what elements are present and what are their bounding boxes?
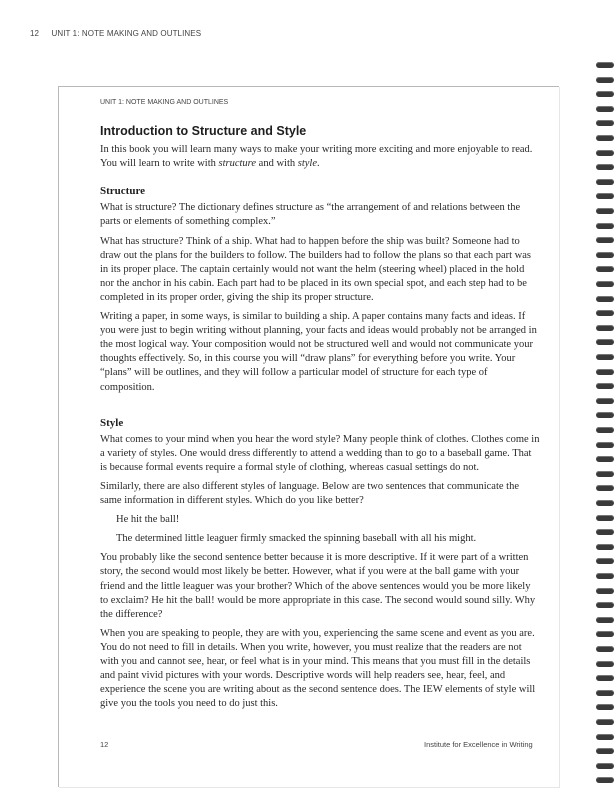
spiral-coil	[596, 179, 614, 185]
spiral-coil	[596, 208, 614, 214]
spiral-coil	[596, 164, 614, 170]
example-sentence-2: The determined little leaguer firmly smacked the spinning baseball with all his might.	[116, 533, 477, 545]
spiral-coil	[596, 325, 614, 331]
example-sentence-1: He hit the ball!	[116, 514, 180, 526]
spiral-coil	[596, 515, 614, 521]
outer-running-header	[30, 29, 201, 38]
spiral-coil	[596, 500, 614, 506]
structure-paragraph-2: What has structure? Think of a ship. What had to happen before the ship was built? Someone had to draw out the plans for the builders to follow. The builders had to follow the plans so that each part was in its proper place. The captain certainly would not want the helm (steering wheel) placed in the hold nor the anchor in his cabin. Each part had to be placed in its own special spot, and each step had to be completed in its proper order, giving the ship its proper structure.	[100, 235, 531, 303]
spiral-coil	[596, 763, 614, 769]
spiral-coil	[596, 573, 614, 579]
spiral-coil	[596, 252, 614, 258]
style-paragraph-4: When you are speaking to people, they are with you, experiencing the same scene and event as you are. You do not need to fill in details. When you write, however, you must realize that the readers are not with you and cannot see, hear, or feel what is in your mind. This means that you must fill in the details and paint vivid pictures with your words. Descriptive words will help readers see, hear, feel, and experience the scene you are writing about as the second sentence does. The IEW elements of style will give you the tools you need to do just this.	[100, 627, 536, 710]
spiral-coil	[596, 412, 614, 418]
spiral-coil	[596, 442, 614, 448]
spiral-coil	[596, 661, 614, 667]
spiral-coil	[596, 456, 614, 462]
structure-paragraph-1: What is structure? The dictionary defines structure as “the arrangement of and relations between the parts or elements of something complex.”	[100, 202, 521, 228]
spiral-coil	[596, 398, 614, 404]
intro-paragraph	[100, 143, 540, 171]
spiral-coil	[596, 266, 614, 272]
intro-text-before: In this book you will learn many ways to make your writing more exciting and more enjoyable to read. You will learn to write with	[100, 144, 533, 170]
footer-publisher: Institute for Excellence in Writing	[424, 740, 533, 749]
spiral-coil	[596, 588, 614, 594]
page-title: Introduction to Structure and Style	[100, 124, 307, 138]
spiral-coil	[596, 529, 614, 535]
outer-page-number: 12	[30, 29, 40, 38]
spiral-coil	[596, 427, 614, 433]
spiral-coil	[596, 150, 614, 156]
spiral-coil	[596, 734, 614, 740]
footer-page-number: 12	[100, 740, 109, 749]
style-paragraph-1: What comes to your mind when you hear the word style? Many people think of clothes. Clothes come in a variety of styles. One would dress differently to attend a wedding than to go to a baseball game. That is because formal events require a formal style of clothing, whereas casual settings do not.	[100, 433, 540, 473]
spiral-coil	[596, 77, 614, 83]
spiral-coil	[596, 120, 614, 126]
spiral-coil	[596, 281, 614, 287]
spiral-coil	[596, 135, 614, 141]
intro-em-style: style	[297, 158, 317, 170]
spiral-coil	[596, 777, 614, 783]
spiral-coil	[596, 193, 614, 199]
spiral-coil	[596, 310, 614, 316]
spiral-coil	[596, 237, 614, 243]
intro-em-structure: structure	[218, 158, 257, 170]
spiral-coil	[596, 106, 614, 112]
structure-paragraph-3: Writing a paper, in some ways, is similar to building a ship. A paper contains many facts and ideas. If you were just to begin writing without planning, your facts and ideas would probably not be arranged in the most logical way. Your composition would not be structured well and would not communicate your thoughts effectively. So, in this course you will “draw plans” for everything before you write. Your “plans” will be outlines, and they will follow a particular model of structure for each type of composition.	[100, 311, 537, 393]
spiral-coil	[596, 339, 614, 345]
spiral-coil	[596, 471, 614, 477]
intro-text-mid: and with	[256, 158, 298, 170]
spiral-coil	[596, 617, 614, 623]
style-paragraph-3: You probably like the second sentence better because it is more descriptive. If it were part of a written story, the second would most likely be better. However, what if you were at the ball game with your friend and the little leaguer was your brother? Which of the above sentences would you be more likely to exclaim? He hit the ball! would be more appropriate in this case. The second would sound silly. Why the difference?	[100, 552, 536, 620]
spiral-coil	[596, 675, 614, 681]
page-content	[100, 118, 540, 716]
outer-unit-title: UNIT 1: NOTE MAKING AND OUTLINES	[51, 29, 202, 38]
spiral-binding	[594, 62, 616, 800]
spiral-coil	[596, 704, 614, 710]
spiral-coil	[596, 690, 614, 696]
spiral-coil	[596, 631, 614, 637]
spiral-coil	[596, 544, 614, 550]
spiral-coil	[596, 646, 614, 652]
spiral-coil	[596, 719, 614, 725]
style-paragraph-2: Similarly, there are also different styles of language. Below are two sentences that communicate the same information in different styles. Which do you like better?	[100, 480, 519, 507]
intro-text-after: .	[317, 158, 320, 170]
spiral-coil	[596, 602, 614, 608]
spiral-coil	[596, 91, 614, 97]
spiral-coil	[596, 354, 614, 360]
structure-heading: Structure	[100, 185, 146, 198]
spiral-coil	[596, 485, 614, 491]
style-heading: Style	[100, 416, 124, 429]
spiral-coil	[596, 383, 614, 389]
spiral-coil	[596, 558, 614, 564]
inner-running-header: UNIT 1: NOTE MAKING AND OUTLINES	[100, 99, 229, 106]
spiral-coil	[596, 223, 614, 229]
spiral-coil	[596, 369, 614, 375]
spiral-coil	[596, 62, 614, 68]
spiral-coil	[596, 296, 614, 302]
spiral-coil	[596, 748, 614, 754]
